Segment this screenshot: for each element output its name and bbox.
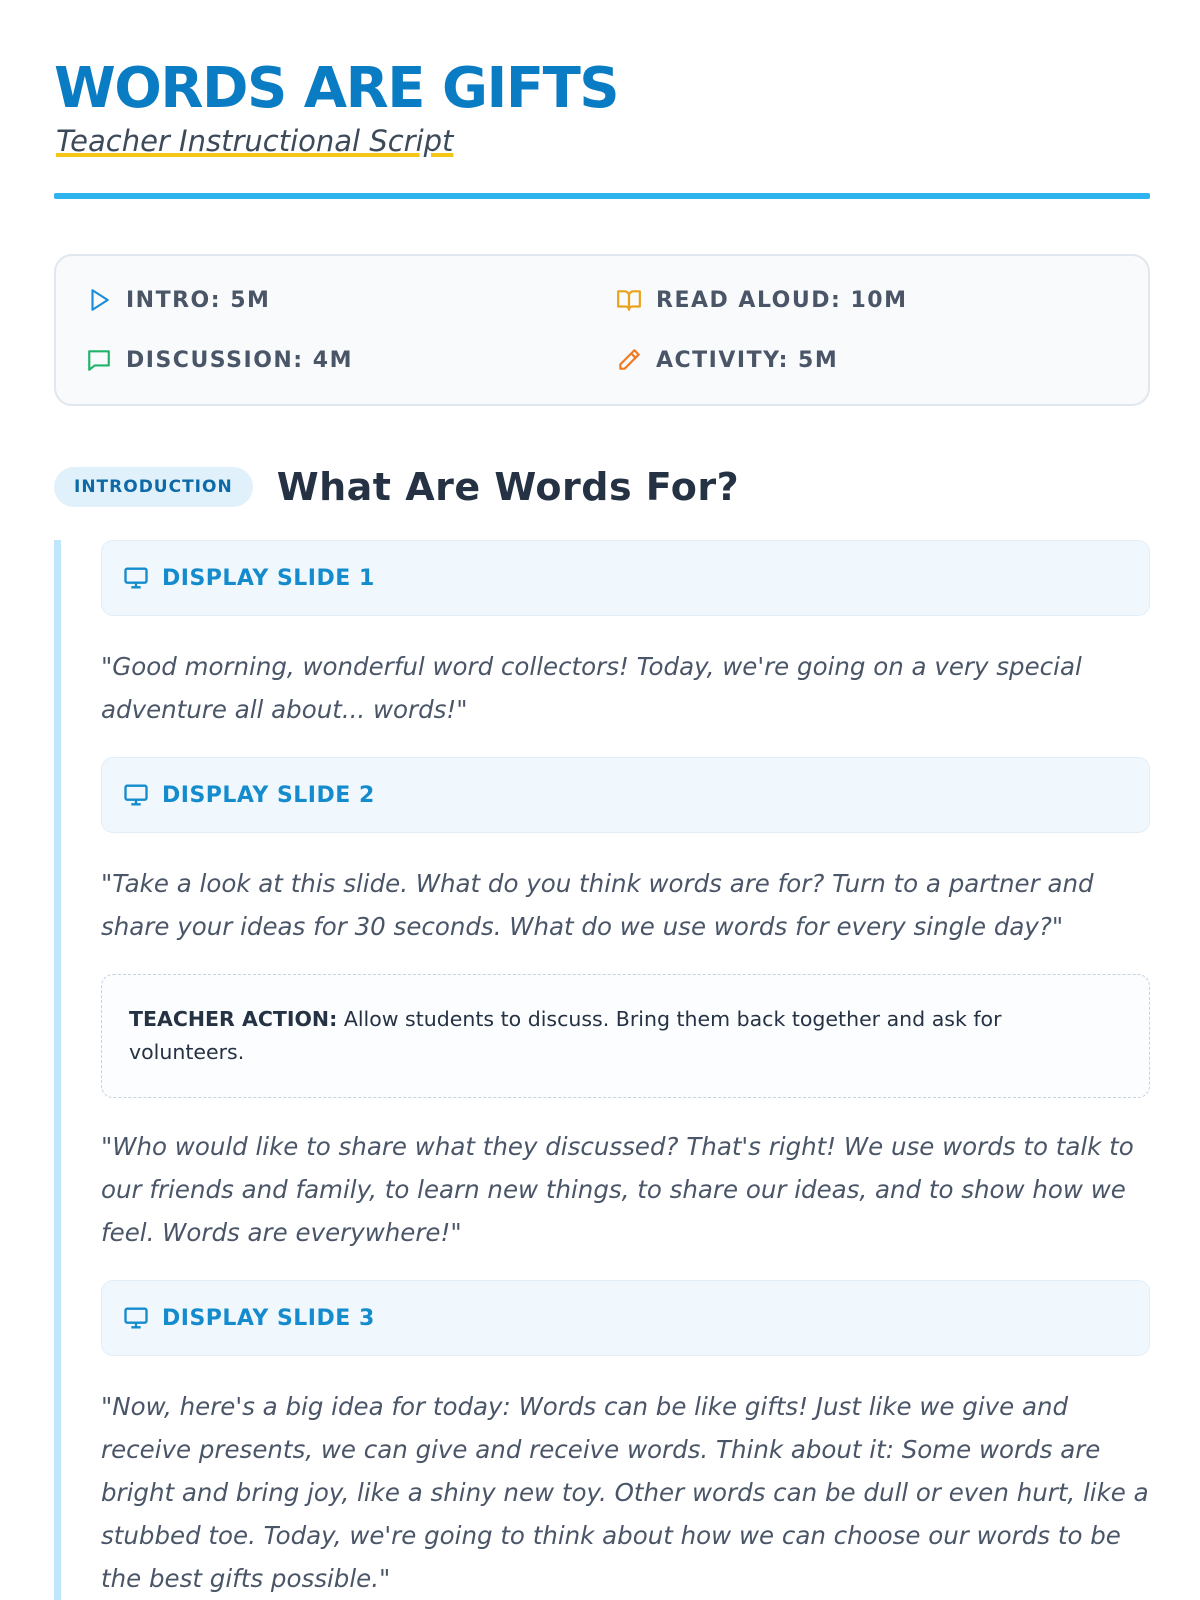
teacher-action-text: Allow students to discuss. Bring them back together and ask for volunteers. bbox=[129, 1007, 1002, 1064]
chat-bubble-icon bbox=[86, 347, 112, 373]
timing-activity bbox=[616, 347, 838, 373]
teacher-action-label: TEACHER ACTION: bbox=[129, 1007, 338, 1031]
timing-summary bbox=[54, 254, 1150, 406]
display-slide-3 bbox=[101, 1280, 1150, 1356]
section-header bbox=[54, 465, 739, 509]
timing-intro-label: INTRO: 5M bbox=[126, 287, 271, 313]
display-slide-label: DISPLAY SLIDE 1 bbox=[162, 565, 375, 591]
display-slide-1 bbox=[101, 540, 1150, 616]
script-paragraph: "Take a look at this slide. What do you think words are for? Turn to a partner and share your ideas for 30 seconds. What do we use words for every single day?" bbox=[101, 869, 1094, 941]
monitor-icon bbox=[122, 564, 150, 592]
section-title: What Are Words For? bbox=[276, 465, 740, 509]
book-open-icon bbox=[616, 287, 642, 313]
teacher-action-note bbox=[101, 974, 1150, 1098]
display-slide-label: DISPLAY SLIDE 3 bbox=[162, 1305, 375, 1331]
display-slide-label: DISPLAY SLIDE 2 bbox=[162, 782, 375, 808]
monitor-icon bbox=[122, 781, 150, 809]
display-slide-2 bbox=[101, 757, 1150, 833]
timing-read-aloud-label: READ ALOUD: 10M bbox=[656, 287, 908, 313]
timing-discussion-label: DISCUSSION: 4M bbox=[126, 347, 353, 373]
page-title: WORDS ARE GIFTS bbox=[54, 56, 619, 121]
header-divider bbox=[54, 193, 1150, 199]
section-badge: INTRODUCTION bbox=[54, 467, 253, 507]
pencil-icon bbox=[616, 347, 642, 373]
script-paragraph: "Good morning, wonderful word collectors! Today, we're going on a very special adventure all about... words!" bbox=[101, 652, 1082, 724]
section-accent-bar bbox=[54, 540, 61, 1600]
script-paragraph: "Now, here's a big idea for today: Words can be like gifts! Just like we give and receive presents, we can give and receive words. Think about it: Some words are bright and bring joy, like a shiny new toy. Other words can be dull or even hurt, like a stubbed toe. Today, we're going to think about how we can choose our words to be the best gifts possible." bbox=[101, 1392, 1149, 1593]
timing-activity-label: ACTIVITY: 5M bbox=[656, 347, 839, 373]
monitor-icon bbox=[122, 1304, 150, 1332]
page-subtitle: Teacher Instructional Script bbox=[56, 124, 454, 158]
script-paragraph: "Who would like to share what they discussed? That's right! We use words to talk to our friends and family, to learn new things, to share our ideas, and to show how we feel. Words are everywhere!" bbox=[101, 1132, 1134, 1247]
timing-read-aloud bbox=[616, 287, 907, 313]
play-icon bbox=[86, 287, 112, 313]
timing-discussion bbox=[86, 347, 353, 373]
timing-intro bbox=[86, 287, 270, 313]
